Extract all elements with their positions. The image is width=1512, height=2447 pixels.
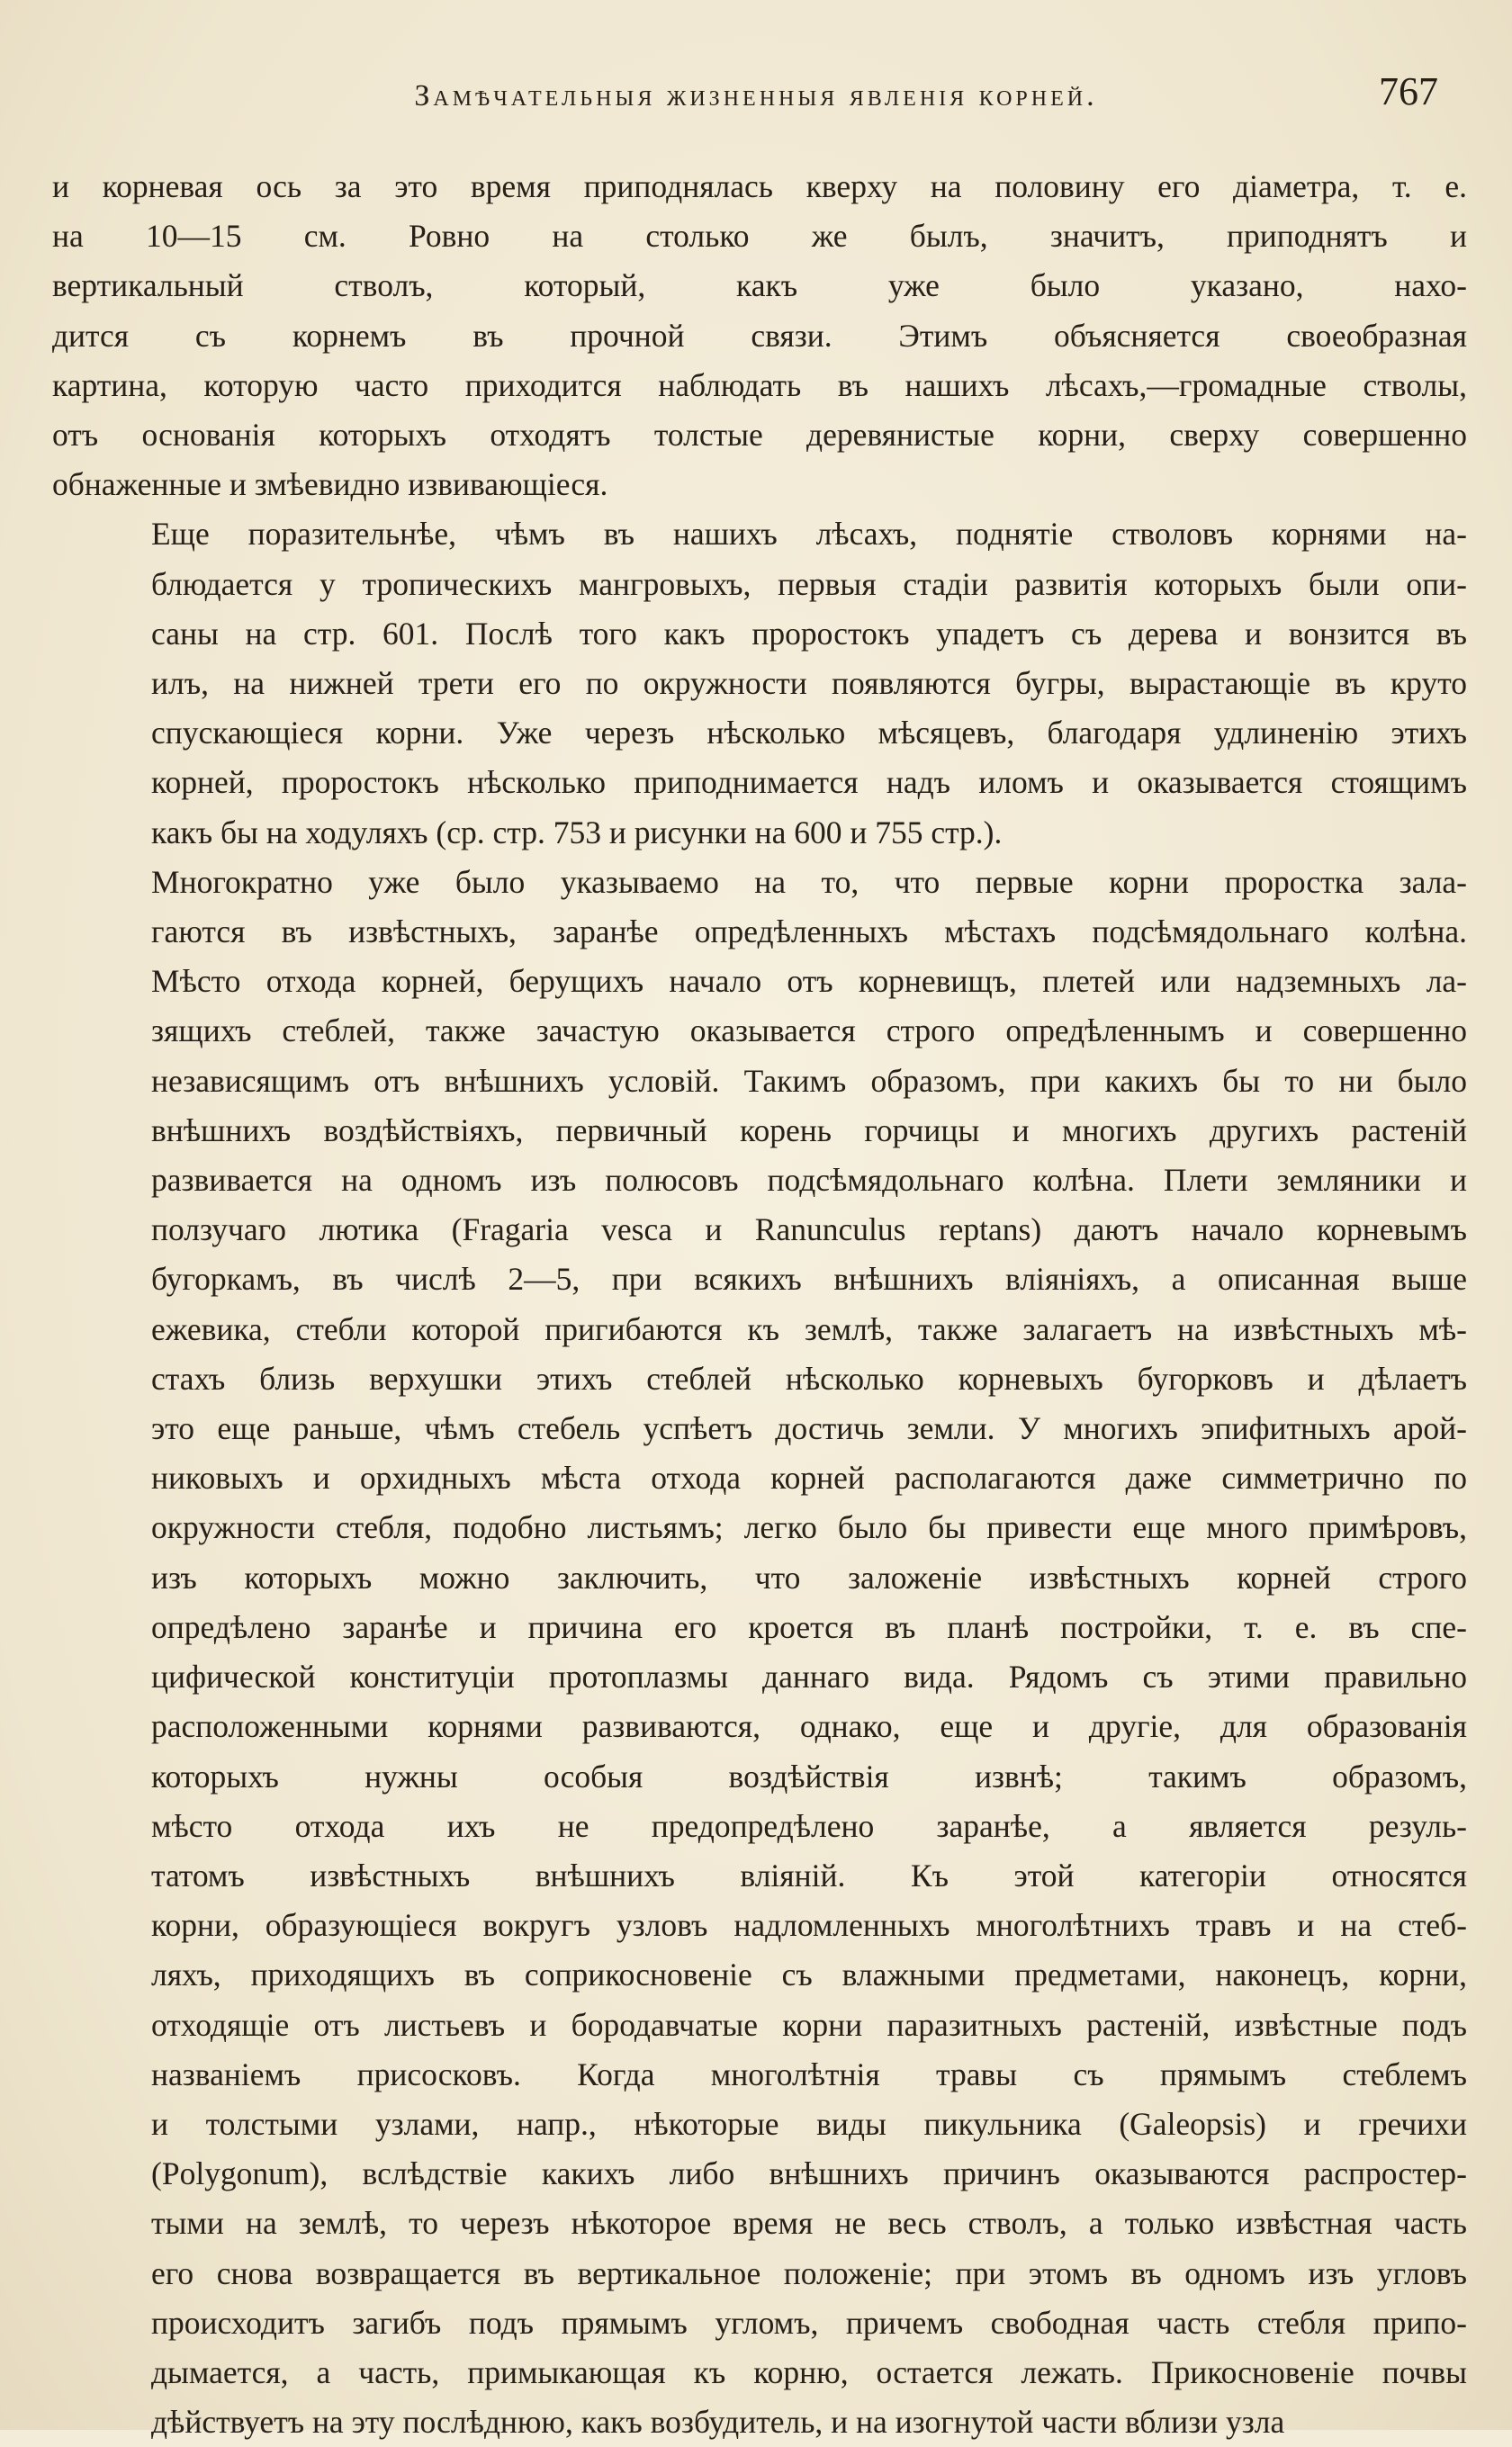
text-line: которыхъ нужны особыя воздѣйствія извнѣ; такимъ образомъ,: [151, 1758, 1467, 1795]
text-line: спускающіеся корни. Уже черезъ нѣсколько мѣсяцевъ, благодаря удлиненію этихъ: [151, 715, 1467, 751]
text-line: картина, которую часто приходится наблюдать въ нашихъ лѣсахъ,—громадные стволы,: [52, 366, 1467, 403]
text-line: опредѣлено заранѣе и причина его кроется въ планѣ постройки, т. е. въ спе-: [151, 1608, 1467, 1645]
running-title: Замѣчательныя жизненныя явленія корней.: [414, 79, 1098, 112]
text-line: это еще раньше, чѣмъ стебель успѣетъ достичь земли. У многихъ эпифитныхъ арой-: [151, 1410, 1467, 1447]
text-line: никовыхъ и орхидныхъ мѣста отхода корней располагаются даже симметрично по: [151, 1460, 1467, 1497]
text-line: Многократно уже было указываемо на то, что первые корни проростка зала-: [151, 863, 1467, 900]
text-line: (Polygonum), вслѣдствіе какихъ либо внѣшнихъ причинъ оказываются распростер-: [151, 2155, 1467, 2192]
text-line: цифической конституціи протоплазмы даннаго вида. Рядомъ съ этими правильно: [151, 1659, 1467, 1696]
text-line: татомъ извѣстныхъ внѣшнихъ вліяній. Къ этой категоріи относятся: [151, 1857, 1467, 1894]
text-line: и корневая ось за это время приподнялась кверху на половину его діаметра, т. е.: [52, 168, 1467, 204]
text-line: Мѣсто отхода корней, берущихъ начало отъ корневищъ, плетей или надземныхъ ла-: [151, 963, 1467, 1000]
text-line: дится съ корнемъ въ прочной связи. Этимъ объясняется своеобразная: [52, 317, 1467, 354]
body-text: [52, 162, 1467, 2447]
text-line: его снова возвращается въ вертикальное положеніе; при этомъ въ одномъ изъ угловъ: [151, 2254, 1467, 2291]
paragraph: [52, 858, 1467, 2447]
text-line: ляхъ, приходящихъ въ соприкосновеніе съ влажными предметами, наконецъ, корни,: [151, 1957, 1467, 1993]
text-line: дымается, а часть, примыкающая къ корню, остается лежать. Прикосновеніе почвы: [151, 2353, 1467, 2390]
text-line: корни, образующіеся вокругъ узловъ надломленныхъ многолѣтнихъ травъ и на стеб-: [151, 1907, 1467, 1944]
text-line: корней, проростокъ нѣсколько приподнимается надъ иломъ и оказывается стоящимъ: [151, 764, 1467, 801]
text-line: окружности стебля, подобно листьямъ; легко было бы привести еще много примѣровъ,: [151, 1509, 1467, 1546]
text-line: внѣшнихъ воздѣйствіяхъ, первичный корень горчицы и многихъ другихъ растеній: [151, 1111, 1467, 1148]
page-number: 767: [1379, 69, 1438, 113]
text-line: тыми на землѣ, то черезъ нѣкоторое время не весь стволъ, а только извѣстная часть: [151, 2205, 1467, 2242]
text-line: ежевика, стебли которой пригибаются къ землѣ, также залагаетъ на извѣстныхъ мѣ-: [151, 1310, 1467, 1347]
text-line: ползучаго лютика (Fragaria vesca и Ranunculus reptans) даютъ начало корневымъ: [151, 1211, 1467, 1248]
text-line: гаются въ извѣстныхъ, заранѣе опредѣленныхъ мѣстахъ подсѣмядольнаго колѣна.: [151, 913, 1467, 950]
text-line: илъ, на нижней трети его по окружности появляются бугры, вырастающіе въ круто: [151, 665, 1467, 702]
text-line: изъ которыхъ можно заключить, что заложеніе извѣстныхъ корней строго: [151, 1559, 1467, 1596]
paragraph: [52, 509, 1467, 857]
text-line: вертикальный стволъ, который, какъ уже было указано, нахо-: [52, 267, 1467, 304]
text-line: какъ бы на ходуляхъ (ср. стр. 753 и рисунки на 600 и 755 стр.).: [151, 814, 1003, 850]
text-line: обнаженные и змѣевидно извивающіеся.: [52, 466, 608, 503]
text-line: развивается на одномъ изъ полюсовъ подсѣмядольнаго колѣна. Плети земляники и: [151, 1162, 1467, 1199]
text-line: блюдается у тропическихъ мангровыхъ, первыя стадіи развитія которыхъ были опи-: [151, 565, 1467, 602]
text-line: дѣйствуетъ на эту послѣднюю, какъ возбудитель, и на изогнутой части вблизи узла: [151, 2404, 1285, 2441]
text-line: отходящіе отъ листьевъ и бородавчатые корни паразитныхъ растеній, извѣстные подъ: [151, 2006, 1467, 2043]
text-line: происходитъ загибъ подъ прямымъ угломъ, причемъ свободная часть стебля припо-: [151, 2304, 1467, 2341]
text-line: отъ основанія которыхъ отходятъ толстые деревянистые корни, сверху совершенно: [52, 417, 1467, 454]
text-line: и толстыми узлами, напр., нѣкоторые виды пикульника (Galeopsis) и гречихи: [151, 2105, 1467, 2142]
text-line: саны на стр. 601. Послѣ того какъ проростокъ упадетъ съ дерева и вонзится въ: [151, 615, 1467, 652]
text-line: стахъ близь верхушки этихъ стеблей нѣсколько корневыхъ бугорковъ и дѣлаетъ: [151, 1360, 1467, 1397]
page-header: [54, 61, 1458, 115]
paragraph: [52, 162, 1467, 509]
text-line: бугоркамъ, въ числѣ 2—5, при всякихъ внѣшнихъ вліяніяхъ, а описанная выше: [151, 1261, 1467, 1298]
text-line: Еще поразительнѣе, чѣмъ въ нашихъ лѣсахъ, поднятіе стволовъ корнями на-: [151, 516, 1467, 553]
text-line: на 10—15 см. Ровно на столько же былъ, значитъ, приподнятъ и: [52, 218, 1467, 255]
text-line: мѣсто отхода ихъ не предопредѣлено заранѣе, а является резуль-: [151, 1807, 1467, 1844]
text-line: зящихъ стеблей, также зачастую оказывается строго опредѣленнымъ и совершенно: [151, 1012, 1467, 1049]
text-line: названіемъ присосковъ. Когда многолѣтнія травы съ прямымъ стеблемъ: [151, 2056, 1467, 2092]
text-line: независящимъ отъ внѣшнихъ условій. Такимъ образомъ, при какихъ бы то ни было: [151, 1062, 1467, 1099]
text-line: расположенными корнями развиваются, однако, еще и другіе, для образованія: [151, 1708, 1467, 1745]
